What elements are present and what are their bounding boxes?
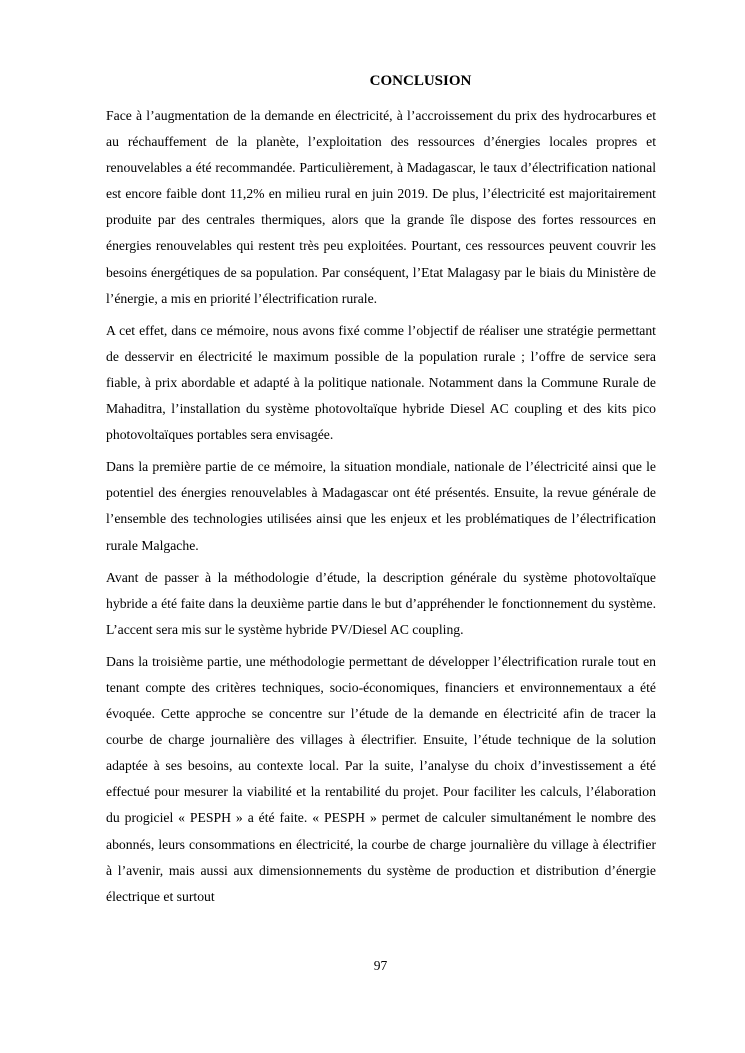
body-text xyxy=(106,103,656,916)
paragraph: Face à l’augmentation de la demande en électricité, à l’accroissement du prix des hydrocarbures et au réchauffement de la planète, l’exploitation des ressources d’énergies locales propres et renouvelables a été recommandée. Particulièrement, à Madagascar, le taux d’électrification national est encore faible dont 11,2% en milieu rural en juin 2019. De plus, l’électricité est majoritairement produite par des centrales thermiques, alors que la grande île dispose des fortes ressources en énergies renouvelables qui restent très peu exploitées. Pourtant, ces ressources peuvent couvrir les besoins énergétiques de sa population. Par conséquent, l’Etat Malagasy par le biais du Ministère de l’énergie, a mis en priorité l’électrification rurale. xyxy=(106,108,656,306)
paragraph: Dans la première partie de ce mémoire, la situation mondiale, nationale de l’électricité ainsi que le potentiel des énergies renouvelables à Madagascar ont été présentés. Ensuite, la revue générale de l’ensemble des technologies utilisées ainsi que les enjeux et les problématiques de l’électrification rurale Malgache. xyxy=(106,459,656,553)
page-number: 97 xyxy=(373,958,388,973)
page-title: CONCLUSION xyxy=(369,73,472,89)
paragraph: Dans la troisième partie, une méthodologie permettant de développer l’électrification rurale tout en tenant compte des critères techniques, socio-économiques, financiers et environnementaux a été évoquée. Cette approche se concentre sur l’étude de la demande en électricité afin de tracer la courbe de charge journalière des villages à électrifier. Ensuite, l’étude technique de la solution adaptée à ses besoins, au contexte local. Par la suite, l’analyse du choix d’investissement a été effectué pour mesurer la viabilité et la rentabilité du projet. Pour faciliter les calculs, l’élaboration du progiciel « PESPH » a été faite. « PESPH » permet de calculer simultanément le nombre des abonnés, leurs consommations en électricité, la courbe de charge journalière du village à électrifier à l’avenir, mais aussi aux dimensionnements du système de production et distribution d’énergie électrique et surtout xyxy=(106,653,656,904)
paragraph: A cet effet, dans ce mémoire, nous avons fixé comme l’objectif de réaliser une stratégie permettant de desservir en électricité le maximum possible de la population rurale ; l’offre de service sera fiable, à prix abordable et adapté à la politique nationale. Notamment dans la Commune Rurale de Mahaditra, l’installation du système photovoltaïque hybride Diesel AC coupling et des kits pico photovoltaïques portables sera envisagée. xyxy=(106,322,656,443)
paragraph: Avant de passer à la méthodologie d’étude, la description générale du système photovoltaïque hybride a été faite dans la deuxième partie dans le but d’appréhender le fonctionnement du système. L’accent sera mis sur le système hybride PV/Diesel AC coupling. xyxy=(106,569,656,637)
